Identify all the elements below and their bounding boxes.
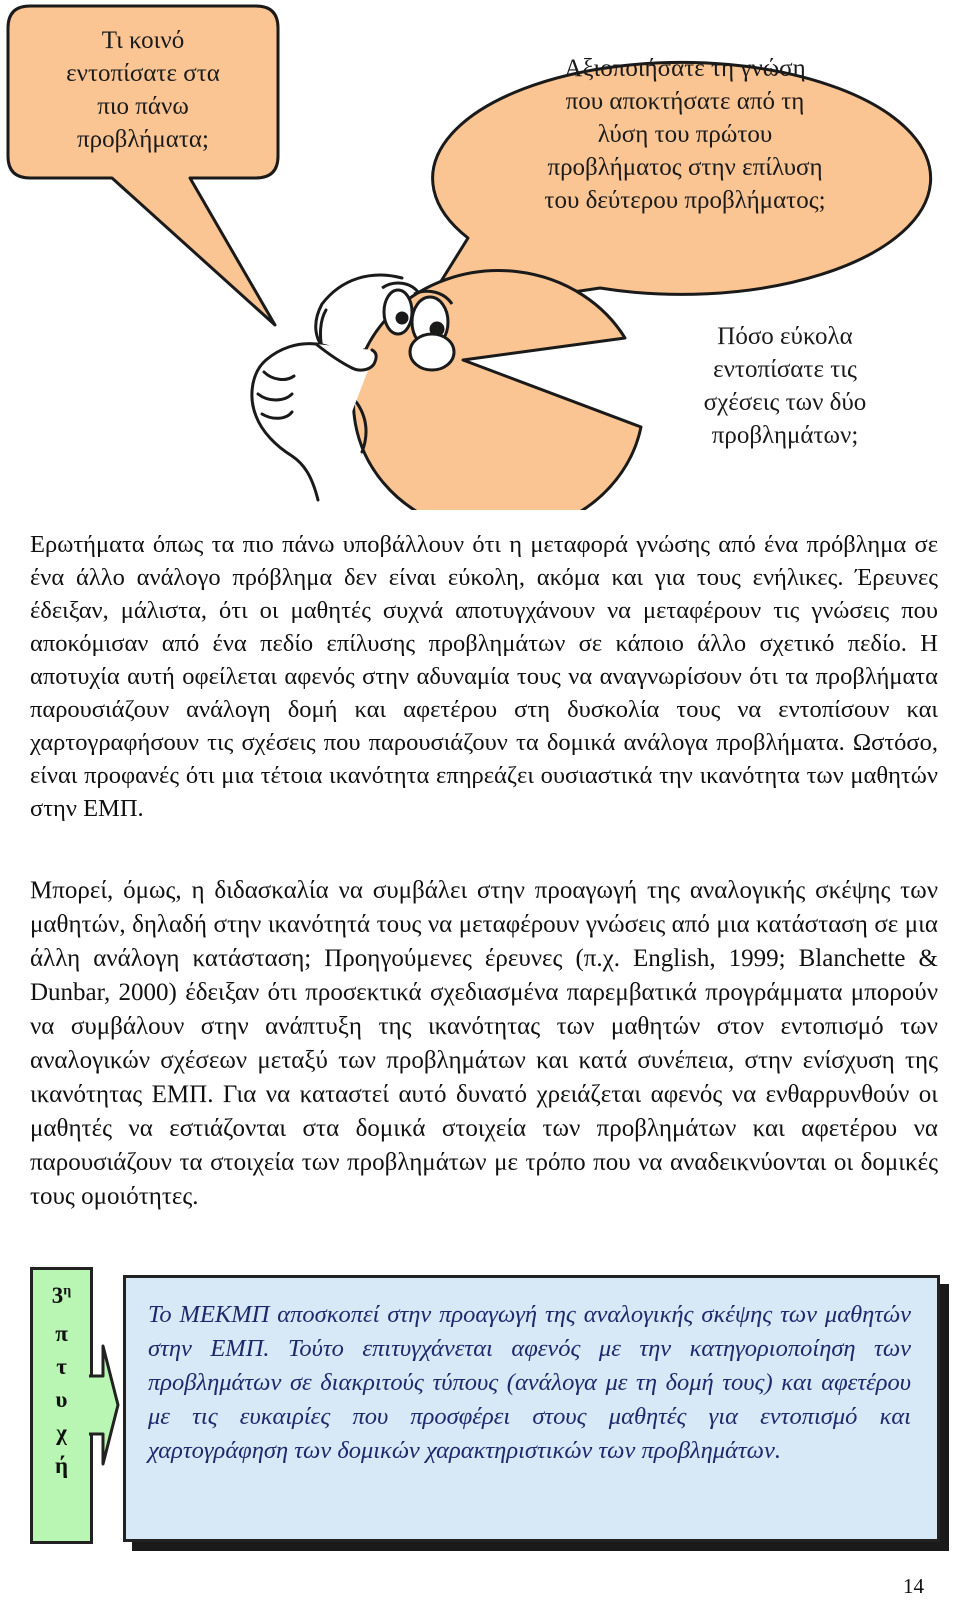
body-paragraph-1: Ερωτήματα όπως τα πιο πάνω υποβάλλουν ότι η μεταφορά γνώσης από ένα πρόβλημα σε ένα άλλο ανάλογο πρόβλημα δεν είναι εύκολη, ακόμα και για τους ενήλικες. Έρευνες έδειξαν, μάλιστα, ότι οι μαθητές συχνά αποτυγχάνουν να μεταφέρουν τις γνώσεις που αποκόμισαν από ένα πεδίο επίλυσης προβλημάτων σε κάποιο άλλο σχετικό πεδίο. Η αποτυχία αυτή οφείλεται αφενός στην αδυναμία τους να αναγνωρίσουν ότι τα προβλήματα παρουσιάζουν ανάλογη δομή και αφετέρου στη δυσκολία τους να εντοπίσουν και χαρτογραφήσουν τις σχέσεις που παρουσιάζουν τα δομικά ανάλογα προβλήματα. Ωστόσο, είναι προφανές ότι μια τέτοια ικανότητα επηρεάζει ουσιαστικά την ικανότητα των μαθητών στην ΕΜΠ. xyxy=(30,531,938,822)
bottom-right-bubble-text: Πόσο εύκολα εντοπίσατε τις σχέσεις των δύο προβλημάτων; xyxy=(703,323,867,449)
nose-icon xyxy=(410,334,454,370)
step-letter: υ xyxy=(55,1387,68,1412)
body-paragraph-2: Μπορεί, όμως, η διδασκαλία να συμβάλει στην προαγωγή της αναλογικής σκέψης των μαθητών, δηλαδή στην ικανότητά τους να μεταφέρουν γνώσεις από μια κατάσταση σε μια άλλη ανάλογη κατάσταση; Προηγούμενες έρευνες (π.χ. English, 1999; Blanchette & Dunbar, 2000) έδειξαν ότι προσεκτικά σχεδιασμένα παρεμβατικά προγράμματα μπορούν να συμβάλουν στην ανάπτυξη της ικανότητας των μαθητών στον εντοπισμό των αναλογικών σχέσεων μεταξύ των προβλημάτων και κατά συνέπεια, στην ενίσχυση της ικανότητας ΕΜΠ. Για να καταστεί αυτό δυνατό χρειάζεται αφενός να ενθαρρυνθούν οι μαθητές να εστιάζονται στα δομικά στοιχεία των προβλημάτων και αφετέρου να παρουσιάζουν τα στοιχεία των προβλημάτων με τρόπο που να αναδεικνύονται οι δομικές τους ομοιότητες. xyxy=(30,877,938,1210)
step-letter: ή xyxy=(54,1453,69,1478)
page-number: 14 xyxy=(903,1574,924,1598)
step-letter: τ xyxy=(56,1354,67,1379)
right-arrow-icon xyxy=(89,1340,121,1470)
note-box xyxy=(123,1275,940,1542)
step-letter: π xyxy=(55,1321,68,1346)
step-letter: χ xyxy=(56,1420,67,1445)
step-word xyxy=(33,1317,90,1482)
note-text: Το ΜΕΚΜΠ αποσκοπεί στην προαγωγή της αναλογικής σκέψης των μαθητών στην ΕΜΠ. Τούτο επιτυγχάνεται αφενός με την κατηγοριοποίηση των προβλημάτων σε διακριτούς τύπους (ανάλογα με τη δομή τους) και αφετέρου με τις ευκαιρίες που προσφέρει στους μαθητές για εντοπισμό και χαρτογράφηση των δομικών χαρακτηριστικών των προβλημάτων. xyxy=(148,1301,911,1464)
step-number: $3^\eta$ xyxy=(51,1283,72,1308)
top-right-bubble-text: Αξιοποιήσατε τη γνώση που αποκτήσατε από τη λύση του πρώτου προβλήματος στην επίλυση του δεύτερου προβλήματος; xyxy=(544,55,826,214)
left-bubble-text: Τι κοινό εντοπίσατε στα πιο πάνω προβλήματα; xyxy=(66,27,220,153)
step-marker xyxy=(30,1267,93,1544)
